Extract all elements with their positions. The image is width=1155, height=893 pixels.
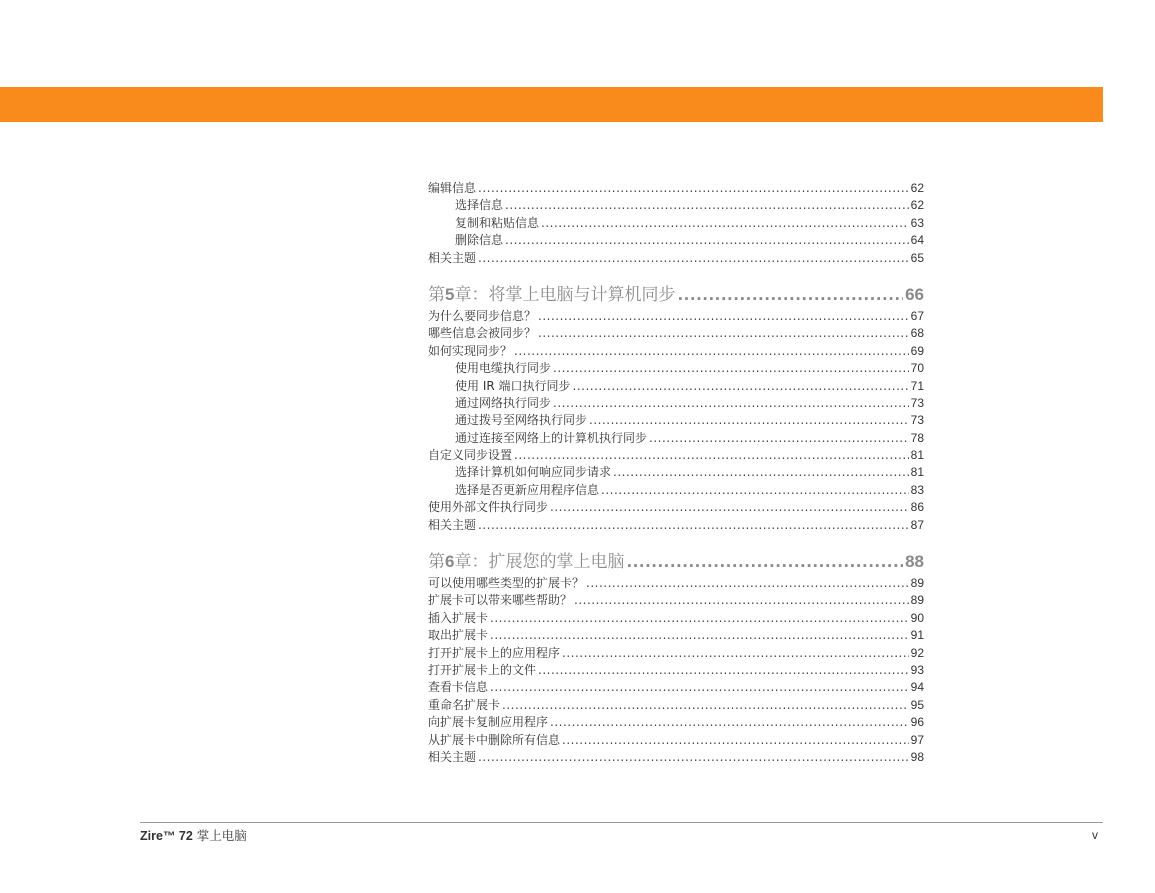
toc-entry[interactable]: [428, 232, 924, 249]
chapter-page: 88: [905, 552, 924, 572]
dot-leader: [677, 284, 903, 306]
dot-leader: [553, 360, 909, 377]
chapter-5-heading[interactable]: [428, 284, 924, 306]
toc-entry-title: 使用外部文件执行同步: [428, 500, 549, 515]
dot-leader: [478, 517, 909, 534]
toc-entry-page: 65: [910, 250, 924, 265]
toc-entry-title: 选择计算机如何响应同步请求: [455, 465, 612, 480]
toc-entry-title: 使用电缆执行同步: [455, 361, 552, 376]
toc-entry-title: 相关主题: [428, 517, 477, 532]
toc-entry-page: 64: [910, 233, 924, 248]
toc-entry-title: 编辑信息: [428, 181, 477, 195]
toc-entry[interactable]: [428, 482, 924, 499]
table-of-contents: [428, 180, 924, 766]
toc-entry-title: 通过网络执行同步: [455, 395, 552, 410]
toc-entry-page: 81: [910, 465, 924, 480]
dot-leader: [589, 412, 909, 429]
dot-leader: [505, 197, 909, 214]
toc-entry-title: 选择信息: [455, 198, 504, 213]
toc-entry[interactable]: [428, 250, 924, 267]
dot-leader: [550, 499, 909, 516]
toc-entry-page: 97: [910, 732, 924, 747]
toc-entry[interactable]: [428, 714, 924, 731]
toc-entry[interactable]: [428, 343, 924, 360]
chapter-title: 章：扩展您的掌上电脑: [454, 552, 625, 573]
toc-entry-page: 69: [910, 343, 924, 358]
toc-entry[interactable]: [428, 732, 924, 749]
toc-entry-page: 90: [910, 610, 924, 625]
footer-product-name: [140, 826, 247, 844]
toc-entry-page: 83: [910, 482, 924, 497]
toc-entry[interactable]: [428, 499, 924, 516]
toc-entry[interactable]: [428, 378, 924, 395]
toc-entry-page: 62: [910, 181, 924, 195]
toc-entry-page: 91: [910, 628, 924, 643]
dot-leader: [562, 645, 909, 662]
toc-entry-title: 删除信息: [455, 233, 504, 248]
toc-entry-title: 重命名扩展卡: [428, 697, 501, 712]
toc-entry-page: 81: [910, 448, 924, 463]
toc-entry-title: 可以使用哪些类型的扩展卡？: [428, 576, 585, 591]
header-banner: [0, 87, 1103, 122]
toc-entry-title: 查看卡信息: [428, 680, 489, 695]
toc-entry[interactable]: [428, 325, 924, 342]
chapter-prefix: 第: [428, 552, 445, 573]
toc-entry[interactable]: [428, 308, 924, 325]
toc-entry-page: 87: [910, 517, 924, 532]
toc-entry-page: 73: [910, 395, 924, 410]
dot-leader: [649, 430, 909, 447]
toc-entry-title: 如何实现同步？: [428, 343, 513, 358]
dot-leader: [562, 732, 909, 749]
chapter-number: 5: [445, 284, 455, 304]
footer-page-number: v: [1092, 828, 1098, 842]
toc-entry-title: 打开扩展卡上的文件: [428, 662, 537, 677]
toc-entry-page: 68: [910, 326, 924, 341]
dot-leader: [490, 610, 909, 627]
toc-entry[interactable]: [428, 464, 924, 481]
toc-entry-title: 哪些信息会被同步？: [428, 326, 537, 341]
footer-product: 掌上电脑: [192, 828, 247, 843]
dot-leader: [538, 662, 909, 679]
dot-leader: [505, 232, 909, 249]
footer-divider: [140, 822, 1103, 823]
toc-entry[interactable]: [428, 645, 924, 662]
toc-entry[interactable]: [428, 180, 924, 197]
toc-entry-title: 选择是否更新应用程序信息: [455, 482, 600, 497]
toc-entry-title: 插入扩展卡: [428, 610, 489, 625]
toc-entry-title: 扩展卡可以带来哪些帮助？: [428, 593, 573, 608]
toc-entry[interactable]: [428, 215, 924, 232]
toc-entry[interactable]: [428, 749, 924, 766]
toc-entry[interactable]: [428, 360, 924, 377]
dot-leader: [538, 308, 909, 325]
toc-entry-page: 92: [910, 645, 924, 660]
toc-entry[interactable]: [428, 197, 924, 214]
dot-leader: [514, 447, 909, 464]
toc-entry-page: 62: [910, 198, 924, 213]
chapter-number: 6: [445, 552, 455, 572]
toc-entry-title: 复制和粘贴信息: [455, 215, 540, 230]
toc-entry[interactable]: [428, 627, 924, 644]
dot-leader: [574, 592, 909, 609]
toc-entry-title: 取出扩展卡: [428, 628, 489, 643]
toc-entry-page: 94: [910, 680, 924, 695]
toc-entry-page: 78: [910, 430, 924, 445]
dot-leader: [538, 325, 909, 342]
toc-entry-title: 使用 IR 端口执行同步: [455, 378, 571, 393]
dot-leader: [553, 395, 909, 412]
dot-leader: [478, 250, 909, 267]
chapter-page: 66: [905, 284, 924, 304]
toc-entry-page: 95: [910, 697, 924, 712]
toc-entry[interactable]: [428, 447, 924, 464]
toc-entry-page: 96: [910, 715, 924, 730]
dot-leader: [573, 378, 909, 395]
toc-entry-page: 63: [910, 215, 924, 230]
dot-leader: [514, 343, 909, 360]
toc-entry-page: 89: [910, 593, 924, 608]
toc-entry[interactable]: [428, 395, 924, 412]
toc-entry[interactable]: [428, 430, 924, 447]
toc-entry-page: 71: [910, 378, 924, 393]
toc-entry-title: 打开扩展卡上的应用程序: [428, 645, 561, 660]
dot-leader: [490, 627, 909, 644]
dot-leader: [490, 679, 909, 696]
toc-entry[interactable]: [428, 610, 924, 627]
toc-entry-title: 相关主题: [428, 250, 477, 265]
dot-leader: [626, 551, 903, 573]
toc-entry[interactable]: [428, 575, 924, 592]
toc-entry[interactable]: [428, 517, 924, 534]
toc-entry-title: 相关主题: [428, 749, 477, 764]
toc-group-2: [428, 308, 924, 534]
dot-leader: [613, 464, 909, 481]
dot-leader: [586, 575, 909, 592]
toc-entry-page: 93: [910, 662, 924, 677]
chapter-6-heading[interactable]: [428, 551, 924, 573]
toc-entry-title: 从扩展卡中删除所有信息: [428, 732, 561, 747]
toc-entry-title: 通过拨号至网络执行同步: [455, 413, 588, 428]
toc-entry-page: 89: [910, 576, 924, 591]
toc-entry[interactable]: [428, 697, 924, 714]
toc-group-1: [428, 180, 924, 267]
chapter-title: 章：将掌上电脑与计算机同步: [454, 284, 676, 305]
toc-entry[interactable]: [428, 412, 924, 429]
toc-group-3: [428, 575, 924, 766]
footer-brand: Zire™ 72: [140, 829, 193, 843]
dot-leader: [541, 215, 909, 232]
toc-entry-page: 98: [910, 749, 924, 764]
chapter-prefix: 第: [428, 284, 445, 305]
dot-leader: [478, 749, 909, 766]
toc-entry[interactable]: [428, 662, 924, 679]
toc-entry-page: 67: [910, 308, 924, 323]
toc-entry-page: 73: [910, 413, 924, 428]
toc-entry-title: 向扩展卡复制应用程序: [428, 715, 549, 730]
dot-leader: [478, 180, 909, 197]
toc-entry-title: 通过连接至网络上的计算机执行同步: [455, 430, 648, 445]
toc-entry-title: 自定义同步设置: [428, 448, 513, 463]
toc-entry-title: 为什么要同步信息？: [428, 308, 537, 323]
toc-entry-page: 70: [910, 361, 924, 376]
toc-entry[interactable]: [428, 592, 924, 609]
toc-entry-page: 86: [910, 500, 924, 515]
dot-leader: [550, 714, 909, 731]
toc-entry[interactable]: [428, 679, 924, 696]
dot-leader: [601, 482, 909, 499]
dot-leader: [502, 697, 909, 714]
